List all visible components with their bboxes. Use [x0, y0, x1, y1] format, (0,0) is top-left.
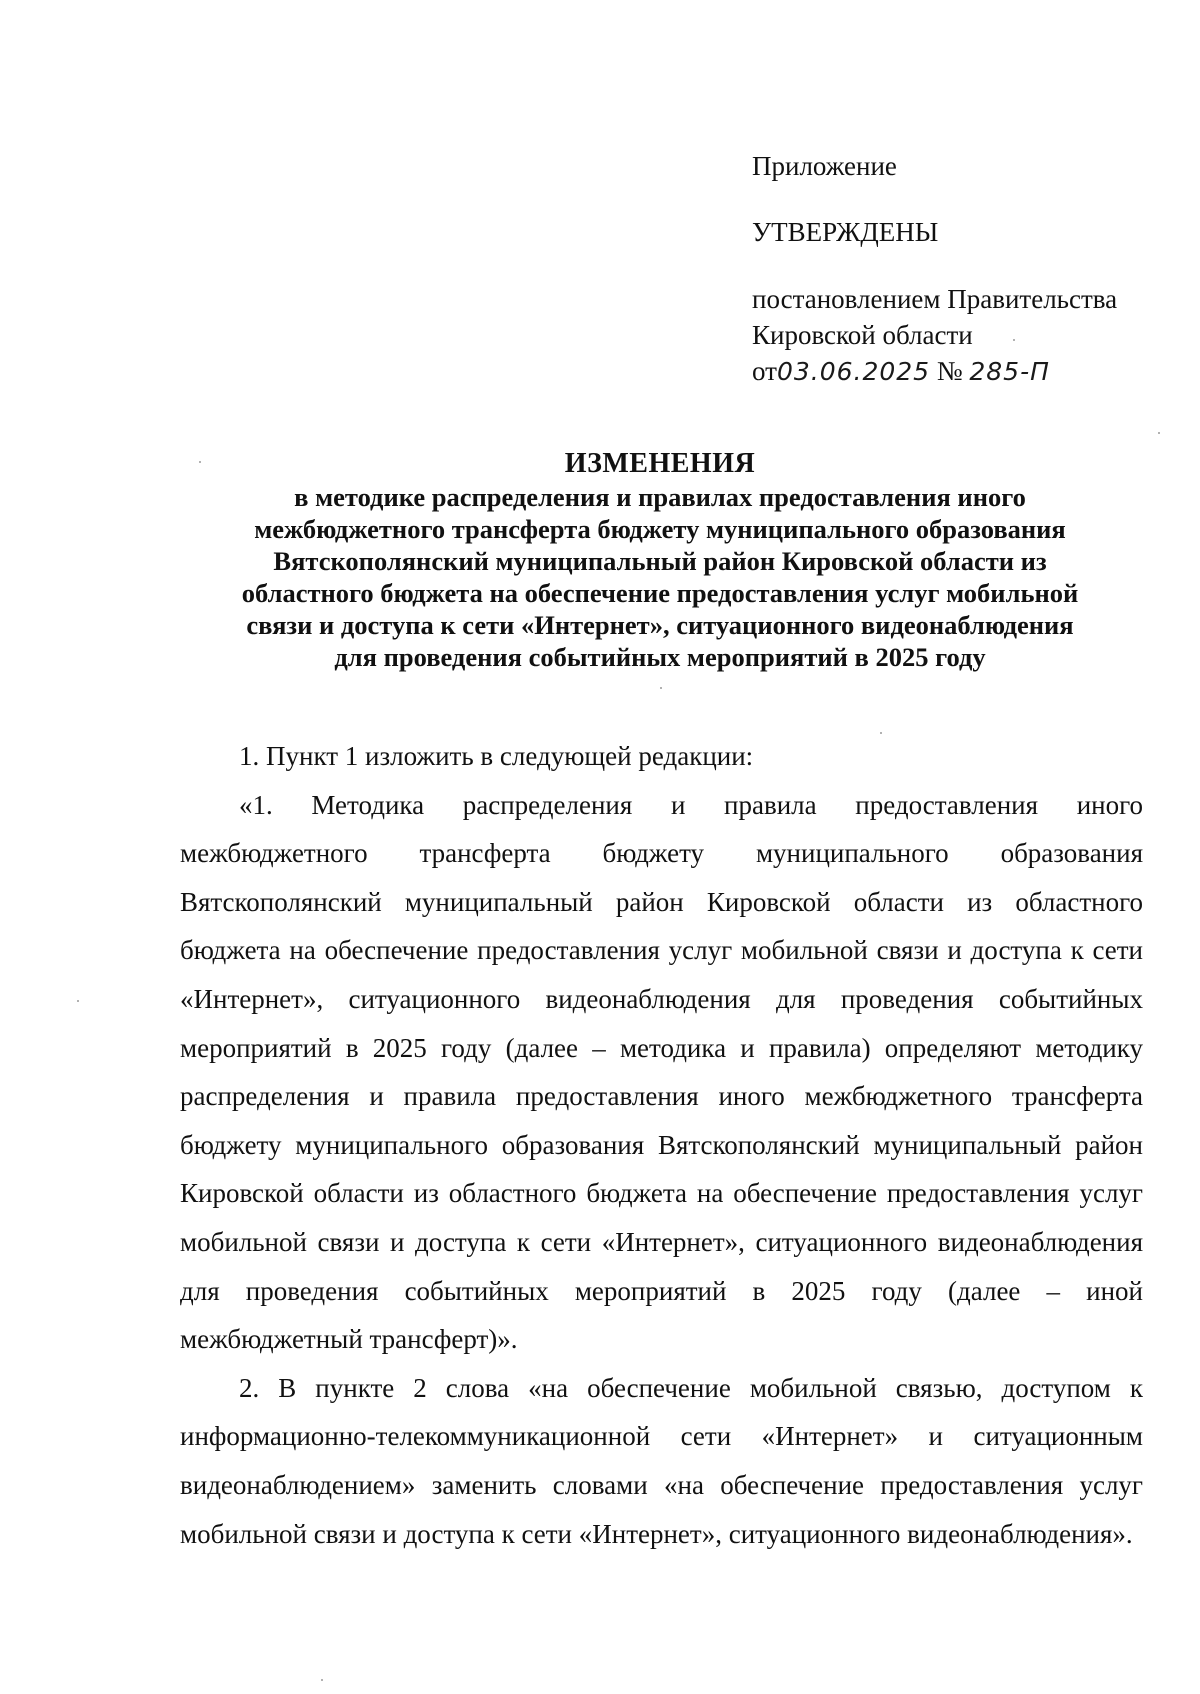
paragraph-1: 1. Пункт 1 изложить в следующей редакции:	[239, 741, 754, 771]
scan-speck	[77, 1000, 79, 1002]
approved-label: УТВЕРЖДЕНЫ	[752, 217, 939, 247]
date-prefix: от	[752, 356, 777, 386]
scan-speck	[660, 687, 662, 689]
title-line: связи и доступа к сети «Интернет», ситуационного видеонаблюдения	[246, 610, 1074, 640]
title-line: для проведения событийных мероприятий в 2025 году	[334, 642, 986, 672]
title-line: областного бюджета на обеспечение предоставления услуг мобильной	[241, 578, 1079, 608]
scan-speck	[321, 1679, 323, 1681]
paragraph-1-quote: «1. Методика распределения и правила предоставления иного межбюджетного трансферта бюджету муниципального образования Вятскополянский муниципальный район Кировской области из областного бюджета на обеспечение предоставления услуг мобильной связи и доступа к сети «Интернет», ситуационного видеонаблюдения для проведения событийных мероприятий в 2025 году (далее – методика и правила) определяют методику распределения и правила предоставления иного межбюджетного трансферта бюджету муниципального образования Вятскополянский муниципальный район Кировской области из областного бюджета на обеспечение предоставления услуг мобильной связи и доступа к сети «Интернет», ситуационного видеонаблюдения для проведения событийных мероприятий в 2025 году (далее – иной межбюджетный трансферт)».	[180, 789, 1143, 1355]
scan-speck	[199, 461, 201, 463]
title-line: межбюджетного трансферта бюджету муниципального образования	[254, 514, 1066, 544]
region-line: Кировской области	[752, 320, 973, 350]
approval-block	[752, 148, 1172, 390]
title-heading: ИЗМЕНЕНИЯ	[564, 448, 756, 479]
scan-speck	[1158, 432, 1160, 434]
document-title	[180, 447, 1140, 673]
appendix-label: Приложение	[752, 151, 897, 181]
scan-speck	[1013, 339, 1015, 341]
handwritten-number: 285-П	[969, 357, 1050, 386]
title-line: Вятскополянский муниципальный район Кировской области из	[273, 546, 1047, 576]
number-sign: №	[936, 356, 963, 386]
scan-speck	[880, 732, 882, 734]
date-number-line	[752, 353, 1172, 390]
title-line: в методике распределения и правилах предоставления иного	[294, 482, 1026, 512]
document-body	[180, 732, 1143, 1558]
paragraph-2: 2. В пункте 2 слова «на обеспечение мобильной связью, доступом к информационно-телекоммуникационной сети «Интернет» и ситуационным видеонаблюдением» заменить словами «на обеспечение предоставления услуг мобильной связи и доступа к сети «Интернет», ситуационного видеонаблюдения».	[180, 1372, 1143, 1549]
handwritten-date: 03.06.2025	[776, 357, 931, 386]
resolution-line: постановлением Правительства	[752, 284, 1118, 314]
